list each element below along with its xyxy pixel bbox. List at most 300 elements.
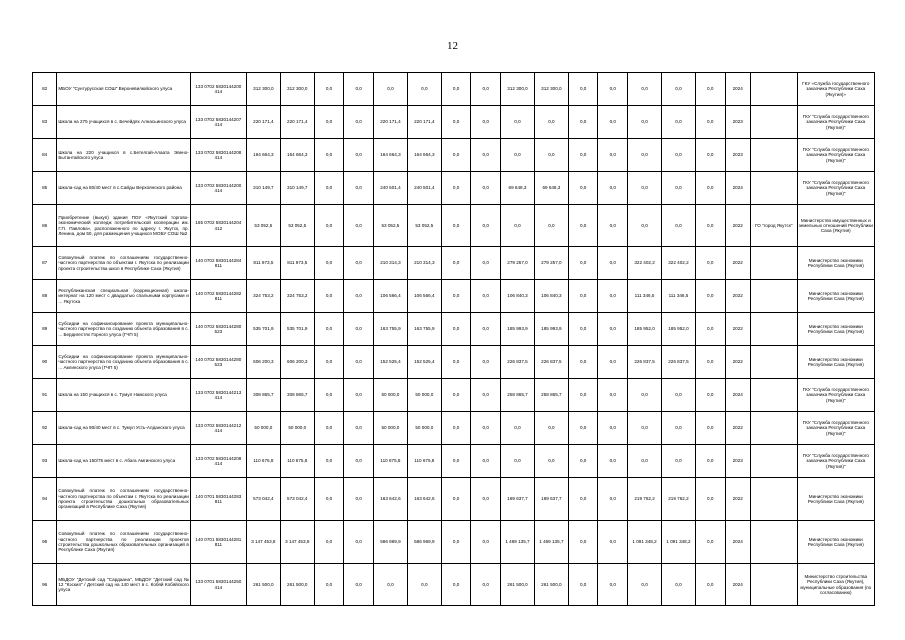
cell-c13: 0,0 [628, 106, 662, 139]
cell-c8: 0,0 [471, 106, 501, 139]
cell-c6: 110 675,8 [407, 445, 441, 478]
cell-code: 140 0701 5830144283 811 [190, 478, 246, 521]
table-row [33, 313, 875, 346]
cell-c3: 0,0 [314, 445, 344, 478]
cell-no: 85 [33, 172, 57, 205]
table-row [33, 172, 875, 205]
table-row [33, 205, 875, 247]
cell-no: 96 [33, 564, 57, 606]
cell-year: 2023 [725, 445, 750, 478]
cell-c8: 0,0 [471, 73, 501, 106]
cell-c3: 0,0 [314, 379, 344, 412]
cell-c2: 535 701,9 [280, 313, 314, 346]
cell-c8: 0,0 [471, 478, 501, 521]
cell-c12: 0,0 [598, 313, 628, 346]
cell-c7: 0,0 [441, 73, 471, 106]
cell-org: ГКУ "Служба государственного заказчика Республики Саха (Якутия)" [797, 172, 874, 205]
cell-no: 94 [33, 478, 57, 521]
cell-c6: 164 664,3 [407, 139, 441, 172]
cell-c9: 261 500,0 [501, 564, 535, 606]
cell-c10: 0,0 [534, 205, 568, 247]
cell-code: 133 0702 5830144208 414 [190, 139, 246, 172]
cell-c13: 0,0 [628, 139, 662, 172]
cell-c1: 53 052,5 [246, 205, 280, 247]
cell-name: Субсидии на софинансирование проекта муниципально-частного партнерства по созданию объекта образования в с. ... Амгинского улуса (ГЧП 5) [57, 346, 190, 379]
cell-c13: 0,0 [628, 172, 662, 205]
cell-c5: 240 501,4 [373, 172, 407, 205]
cell-c12: 0,0 [598, 346, 628, 379]
cell-customer [750, 139, 797, 172]
cell-c3: 0,0 [314, 313, 344, 346]
cell-c4: 0,0 [344, 139, 374, 172]
cell-name: Школа-сад на 150/75 мест в с. Абага Амгинского улуса [57, 445, 190, 478]
cell-org: ГКУ "Служба государственного заказчика Республики Саха (Якутия)" [797, 412, 874, 445]
cell-customer [750, 379, 797, 412]
cell-c14: 0,0 [662, 172, 696, 205]
cell-c1: 220 171,4 [246, 106, 280, 139]
cell-c4: 0,0 [344, 346, 374, 379]
cell-c13: 0,0 [628, 205, 662, 247]
cell-c7: 0,0 [441, 106, 471, 139]
table-row [33, 478, 875, 521]
cell-c12: 0,0 [598, 205, 628, 247]
cell-c10: 0,0 [534, 139, 568, 172]
cell-c11: 0,0 [568, 412, 598, 445]
cell-c10: 226 837,5 [534, 346, 568, 379]
cell-c4: 0,0 [344, 379, 374, 412]
cell-c15: 0,0 [695, 247, 725, 280]
cell-org: Министерство экономики Республики Саха (Якутия) [797, 247, 874, 280]
cell-c14: 0,0 [662, 379, 696, 412]
cell-c1: 573 042,4 [246, 478, 280, 521]
cell-customer [750, 73, 797, 106]
cell-c9: 0,0 [501, 205, 535, 247]
cell-c6: 240 501,4 [407, 172, 441, 205]
cell-c3: 0,0 [314, 73, 344, 106]
cell-c10: 0,0 [534, 412, 568, 445]
cell-c4: 0,0 [344, 172, 374, 205]
cell-c8: 0,0 [471, 412, 501, 445]
cell-c5: 0,0 [373, 73, 407, 106]
cell-c5: 53 052,5 [373, 205, 407, 247]
cell-c15: 0,0 [695, 412, 725, 445]
cell-c8: 0,0 [471, 280, 501, 313]
cell-c14: 0,0 [662, 139, 696, 172]
cell-c9: 0,0 [501, 139, 535, 172]
cell-c14: 0,0 [662, 106, 696, 139]
cell-c4: 0,0 [344, 280, 374, 313]
cell-no: 83 [33, 106, 57, 139]
cell-c2: 164 664,3 [280, 139, 314, 172]
cell-c1: 261 500,0 [246, 564, 280, 606]
cell-year: 2022 [725, 478, 750, 521]
cell-org: Министерство экономики Республики Саха (Якутия) [797, 346, 874, 379]
cell-c15: 0,0 [695, 139, 725, 172]
cell-c2: 811 973,5 [280, 247, 314, 280]
cell-code: 133 0702 5830144200 414 [190, 73, 246, 106]
cell-c11: 0,0 [568, 280, 598, 313]
cell-c10: 1 469 135,7 [534, 521, 568, 564]
cell-c13: 0,0 [628, 564, 662, 606]
cell-c8: 0,0 [471, 564, 501, 606]
cell-c15: 0,0 [695, 521, 725, 564]
cell-c5: 163 755,9 [373, 313, 407, 346]
cell-code: 133 0702 5830144213 414 [190, 379, 246, 412]
cell-name: МБОУ "Сунтурусская СОШ" Верхневилюйского улуса [57, 73, 190, 106]
budget-table [32, 72, 875, 606]
cell-c12: 0,0 [598, 172, 628, 205]
cell-c5: 50 000,0 [373, 379, 407, 412]
cell-c9: 279 257,0 [501, 247, 535, 280]
table-row [33, 564, 875, 606]
cell-c1: 535 701,9 [246, 313, 280, 346]
cell-c3: 0,0 [314, 139, 344, 172]
cell-c13: 0,0 [628, 445, 662, 478]
cell-c15: 0,0 [695, 313, 725, 346]
cell-year: 2023 [725, 139, 750, 172]
cell-c14: 111 346,5 [662, 280, 696, 313]
cell-c1: 50 000,0 [246, 412, 280, 445]
cell-c5: 106 566,4 [373, 280, 407, 313]
cell-year: 2023 [725, 106, 750, 139]
cell-c5: 110 675,8 [373, 445, 407, 478]
cell-c4: 0,0 [344, 106, 374, 139]
cell-c1: 308 865,7 [246, 379, 280, 412]
cell-name: Совокупный платеж по соглашениям государственно-частного партнерства по объектам г. Якутска по реализации проекта строительства школ в Республике Саха (Якутия) [57, 247, 190, 280]
cell-year: 2024 [725, 564, 750, 606]
cell-year: 2024 [725, 379, 750, 412]
cell-customer [750, 445, 797, 478]
cell-c14: 1 091 348,2 [662, 521, 696, 564]
cell-org: Министерство имущественных и земельных отношений Республики Саха (Якутия) [797, 205, 874, 247]
cell-c2: 324 753,2 [280, 280, 314, 313]
cell-c11: 0,0 [568, 205, 598, 247]
cell-org: Министерство экономики Республики Саха (Якутия) [797, 280, 874, 313]
cell-c4: 0,0 [344, 478, 374, 521]
cell-org: Министерство экономики Республики Саха (Якутия) [797, 521, 874, 564]
cell-c7: 0,0 [441, 379, 471, 412]
cell-customer: ГО "город Якутск" [750, 205, 797, 247]
cell-c13: 219 762,2 [628, 478, 662, 521]
cell-c13: 0,0 [628, 379, 662, 412]
cell-code: 140 0702 5830144280 523 [190, 313, 246, 346]
cell-c11: 0,0 [568, 564, 598, 606]
cell-c2: 220 171,4 [280, 106, 314, 139]
cell-c4: 0,0 [344, 564, 374, 606]
cell-c3: 0,0 [314, 280, 344, 313]
cell-no: 88 [33, 280, 57, 313]
page-number: 12 [447, 40, 458, 52]
cell-c7: 0,0 [441, 478, 471, 521]
cell-c10: 258 865,7 [534, 379, 568, 412]
cell-name: Совокупный платеж по соглашениям государственно-частного партнерства по реализации проектов строительства дошкольных образовательных организаций в Республике Саха (Якутия) [57, 521, 190, 564]
cell-c8: 0,0 [471, 445, 501, 478]
cell-c6: 586 969,9 [407, 521, 441, 564]
cell-c14: 0,0 [662, 445, 696, 478]
cell-no: 93 [33, 445, 57, 478]
cell-c5: 152 525,4 [373, 346, 407, 379]
cell-c15: 0,0 [695, 205, 725, 247]
cell-c1: 3 147 453,8 [246, 521, 280, 564]
cell-c2: 53 052,5 [280, 205, 314, 247]
cell-customer [750, 247, 797, 280]
cell-no: 86 [33, 205, 57, 247]
cell-c15: 0,0 [695, 280, 725, 313]
cell-c6: 163 755,9 [407, 313, 441, 346]
cell-c4: 0,0 [344, 445, 374, 478]
cell-code: 133 0702 5830144212 414 [190, 412, 246, 445]
cell-customer [750, 172, 797, 205]
cell-c15: 0,0 [695, 73, 725, 106]
cell-c6: 163 642,6 [407, 478, 441, 521]
cell-org: Министерство экономики Республики Саха (Якутия) [797, 313, 874, 346]
cell-c3: 0,0 [314, 247, 344, 280]
cell-c1: 606 200,3 [246, 346, 280, 379]
cell-c1: 324 753,2 [246, 280, 280, 313]
cell-name: Школа-сад на 80/40 мест в с.Сайды Верхоянского района [57, 172, 190, 205]
cell-no: 91 [33, 379, 57, 412]
cell-c14: 219 762,2 [662, 478, 696, 521]
cell-org: ГКУ "Служба государственного заказчика Республики Саха (Якутия)" [797, 379, 874, 412]
cell-c3: 0,0 [314, 172, 344, 205]
cell-c13: 111 346,5 [628, 280, 662, 313]
cell-c5: 164 664,3 [373, 139, 407, 172]
cell-c7: 0,0 [441, 139, 471, 172]
cell-c7: 0,0 [441, 521, 471, 564]
cell-c5: 210 314,3 [373, 247, 407, 280]
table-row [33, 379, 875, 412]
cell-c11: 0,0 [568, 172, 598, 205]
cell-c8: 0,0 [471, 247, 501, 280]
cell-customer [750, 412, 797, 445]
cell-c12: 0,0 [598, 521, 628, 564]
cell-c6: 220 171,4 [407, 106, 441, 139]
cell-c15: 0,0 [695, 106, 725, 139]
cell-c10: 279 257,0 [534, 247, 568, 280]
cell-c9: 258 865,7 [501, 379, 535, 412]
cell-name: Приобретение (выкуп) здания ПОУ «Якутский торгово-экономический колледж потребительской кооперации им. Г.П. Павлова», расположенного по адресу г. Якутск, пр. Ленина, дом 50, для размещения учащихся МОБУ СОШ №2 [57, 205, 190, 247]
cell-c14: 0,0 [662, 412, 696, 445]
cell-c2: 50 000,0 [280, 412, 314, 445]
cell-org: ГКУ "Служба государственного заказчика Республики Саха (Якутия)" [797, 139, 874, 172]
cell-c9: 1 469 135,7 [501, 521, 535, 564]
cell-c6: 50 000,0 [407, 412, 441, 445]
cell-no: 95 [33, 521, 57, 564]
cell-customer [750, 478, 797, 521]
cell-c3: 0,0 [314, 521, 344, 564]
cell-c4: 0,0 [344, 313, 374, 346]
cell-name: Школа на 220 учащихся в с.Бетелгай-Алаата Эвено-Бытантайского улуса [57, 139, 190, 172]
cell-c1: 110 675,8 [246, 445, 280, 478]
cell-c11: 0,0 [568, 478, 598, 521]
table-row [33, 521, 875, 564]
cell-c11: 0,0 [568, 445, 598, 478]
cell-c13: 322 402,2 [628, 247, 662, 280]
cell-org: ГКУ «Служба государственного заказчика Республики Саха (Якутия)» [797, 73, 874, 106]
cell-c11: 0,0 [568, 521, 598, 564]
cell-c6: 152 525,4 [407, 346, 441, 379]
cell-c9: 185 993,9 [501, 313, 535, 346]
cell-c9: 0,0 [501, 106, 535, 139]
cell-c12: 0,0 [598, 106, 628, 139]
cell-year: 2022 [725, 280, 750, 313]
cell-c10: 0,0 [534, 106, 568, 139]
cell-c7: 0,0 [441, 412, 471, 445]
table-body [33, 73, 875, 606]
cell-c3: 0,0 [314, 106, 344, 139]
cell-c2: 308 865,7 [280, 379, 314, 412]
cell-c6: 0,0 [407, 73, 441, 106]
cell-c14: 226 837,5 [662, 346, 696, 379]
cell-c1: 312 300,0 [246, 73, 280, 106]
cell-c3: 0,0 [314, 346, 344, 379]
cell-c7: 0,0 [441, 205, 471, 247]
cell-c8: 0,0 [471, 205, 501, 247]
cell-c6: 0,0 [407, 564, 441, 606]
cell-year: 2022 [725, 247, 750, 280]
cell-c4: 0,0 [344, 205, 374, 247]
cell-c12: 0,0 [598, 445, 628, 478]
cell-customer [750, 313, 797, 346]
cell-c1: 310 149,7 [246, 172, 280, 205]
cell-c6: 210 314,3 [407, 247, 441, 280]
cell-name: Школа-сад на 90/40 мест в с. Тумул Усть-Алданского улуса [57, 412, 190, 445]
cell-org: ГКУ "Служба государственного заказчика Республики Саха (Якутия)" [797, 445, 874, 478]
cell-year: 2022 [725, 313, 750, 346]
cell-c15: 0,0 [695, 478, 725, 521]
cell-c3: 0,0 [314, 564, 344, 606]
cell-c1: 811 973,5 [246, 247, 280, 280]
cell-c7: 0,0 [441, 445, 471, 478]
cell-c11: 0,0 [568, 73, 598, 106]
cell-c2: 606 200,3 [280, 346, 314, 379]
cell-c14: 0,0 [662, 205, 696, 247]
cell-no: 90 [33, 346, 57, 379]
cell-c8: 0,0 [471, 379, 501, 412]
cell-c12: 0,0 [598, 478, 628, 521]
cell-c9: 106 840,3 [501, 280, 535, 313]
cell-code: 133 0702 5830144200 414 [190, 172, 246, 205]
cell-c12: 0,0 [598, 280, 628, 313]
cell-c5: 50 000,0 [373, 412, 407, 445]
cell-c13: 0,0 [628, 412, 662, 445]
cell-c11: 0,0 [568, 379, 598, 412]
cell-c7: 0,0 [441, 280, 471, 313]
cell-c15: 0,0 [695, 379, 725, 412]
cell-c9: 0,0 [501, 412, 535, 445]
table-row [33, 346, 875, 379]
cell-c5: 586 969,9 [373, 521, 407, 564]
table-row [33, 106, 875, 139]
cell-c4: 0,0 [344, 247, 374, 280]
cell-c2: 261 500,0 [280, 564, 314, 606]
table-row [33, 280, 875, 313]
cell-c4: 0,0 [344, 412, 374, 445]
cell-c2: 110 675,8 [280, 445, 314, 478]
cell-customer [750, 346, 797, 379]
cell-c9: 0,0 [501, 445, 535, 478]
cell-customer [750, 564, 797, 606]
cell-code: 133 0701 5830144250 414 [190, 564, 246, 606]
cell-c7: 0,0 [441, 247, 471, 280]
cell-c12: 0,0 [598, 139, 628, 172]
cell-c8: 0,0 [471, 313, 501, 346]
cell-c5: 220 171,4 [373, 106, 407, 139]
cell-c5: 0,0 [373, 564, 407, 606]
cell-name: Школа на 150 учащихся в с. Тумул Намского улуса [57, 379, 190, 412]
cell-c3: 0,0 [314, 412, 344, 445]
cell-c10: 0,0 [534, 445, 568, 478]
cell-c7: 0,0 [441, 172, 471, 205]
cell-name: МБДОУ "Детский сад "Сардаана", МБДОУ "Детский сад № 12 "Кэскил" / Детский сад на 140 мест в с. Кобяй Кобяйского улуса [57, 564, 190, 606]
cell-no: 92 [33, 412, 57, 445]
cell-c8: 0,0 [471, 521, 501, 564]
cell-c8: 0,0 [471, 139, 501, 172]
cell-c2: 573 042,4 [280, 478, 314, 521]
cell-c11: 0,0 [568, 247, 598, 280]
cell-year: 2022 [725, 205, 750, 247]
cell-c2: 310 149,7 [280, 172, 314, 205]
cell-c13: 0,0 [628, 73, 662, 106]
cell-c1: 164 664,3 [246, 139, 280, 172]
cell-c6: 106 566,4 [407, 280, 441, 313]
cell-customer [750, 106, 797, 139]
cell-code: 140 0702 5830144284 811 [190, 247, 246, 280]
cell-year: 2024 [725, 73, 750, 106]
cell-c10: 69 648,3 [534, 172, 568, 205]
cell-c9: 226 837,5 [501, 346, 535, 379]
cell-c12: 0,0 [598, 73, 628, 106]
cell-c15: 0,0 [695, 445, 725, 478]
cell-c14: 0,0 [662, 73, 696, 106]
cell-c8: 0,0 [471, 346, 501, 379]
cell-name: Школа на 275 учащихся в с. Бечейдях Алнасьинского улуса [57, 106, 190, 139]
cell-year: 2024 [725, 521, 750, 564]
cell-c8: 0,0 [471, 172, 501, 205]
cell-c10: 312 300,0 [534, 73, 568, 106]
cell-c11: 0,0 [568, 346, 598, 379]
table-row [33, 445, 875, 478]
cell-c13: 1 091 348,2 [628, 521, 662, 564]
cell-c9: 69 648,3 [501, 172, 535, 205]
cell-c10: 261 500,0 [534, 564, 568, 606]
cell-c3: 0,0 [314, 205, 344, 247]
cell-org: Министерство экономики Республики Саха (Якутия) [797, 478, 874, 521]
table-row [33, 73, 875, 106]
cell-c13: 226 837,5 [628, 346, 662, 379]
cell-no: 89 [33, 313, 57, 346]
cell-year: 2024 [725, 172, 750, 205]
cell-name: Совокупный платеж по соглашениям государственно-частного партнерства по объектам г. Якутска по реализации проекта строительства дошкольных образовательных организаций в Республике Саха (Якутия) [57, 478, 190, 521]
cell-c4: 0,0 [344, 73, 374, 106]
cell-c7: 0,0 [441, 564, 471, 606]
cell-c11: 0,0 [568, 313, 598, 346]
cell-c7: 0,0 [441, 346, 471, 379]
cell-c7: 0,0 [441, 313, 471, 346]
cell-c9: 189 637,7 [501, 478, 535, 521]
cell-no: 84 [33, 139, 57, 172]
cell-c9: 312 300,0 [501, 73, 535, 106]
cell-code: 140 0702 5830144280 523 [190, 346, 246, 379]
cell-c11: 0,0 [568, 106, 598, 139]
cell-c15: 0,0 [695, 564, 725, 606]
cell-c13: 185 952,0 [628, 313, 662, 346]
cell-c15: 0,0 [695, 172, 725, 205]
cell-year: 2022 [725, 412, 750, 445]
cell-c10: 106 840,3 [534, 280, 568, 313]
table-row [33, 247, 875, 280]
cell-c10: 185 993,9 [534, 313, 568, 346]
